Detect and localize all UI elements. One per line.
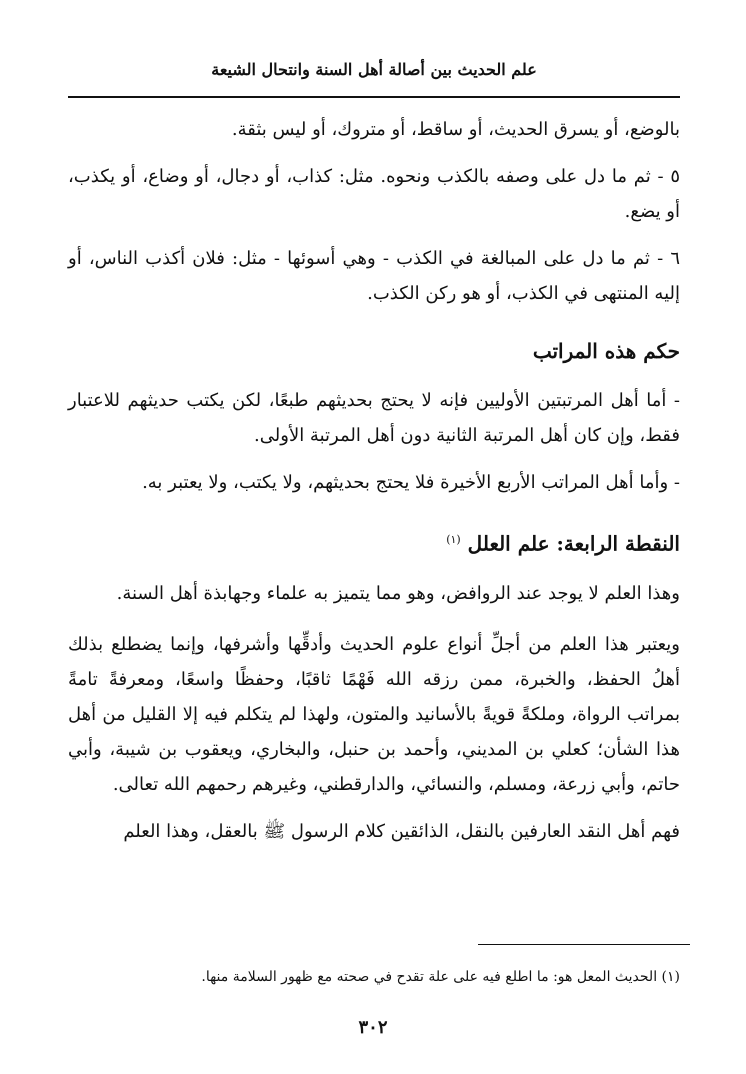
paragraph: ٦ - ثم ما دل على المبالغة في الكذب - وهي أسوئها - مثل: فلان أكذب الناس، أو إليه المنتهى في الكذب، أو هو ركن الكذب. xyxy=(68,248,680,304)
section-heading-ilal-text: النقطة الرابعة: علم العلل xyxy=(467,531,680,556)
section-heading-ranks: حكم هذه المراتب xyxy=(532,339,680,363)
paragraph: فهم أهل النقد العارفين بالنقل، الذائقين كلام الرسول ﷺ بالعقل، وهذا العلم xyxy=(123,820,680,842)
paragraph: ويعتبر هذا العلم من أجلِّ أنواع علوم الحديث وأدقِّها وأشرفها، وإنما يضطلع بذلك أهلُ الحفظ، والخبرة، ممن رزقه الله فَهْمًا ثاقبًا، وحفظًا واسعًا، ومعرفةً تامةً بمراتب الرواة، وملكةً قويةً بالأسانيد والمتون، ولهذا لم يتكلم فيه إلا القليل من أهل هذا الشأن؛ كعلي بن المديني، وأحمد بن حنبل، والبخاري، ويعقوب بن شيبة، وأبي حاتم، وأبي زرعة، ومسلم، والنسائي، والدارقطني، وغيرهم رحمهم الله تعالى. xyxy=(68,633,680,795)
header-rule xyxy=(68,96,680,98)
footnote-rule xyxy=(478,944,690,945)
ranks-item: - وأما أهل المراتب الأربع الأخيرة فلا يحتج بحديثهم، ولا يكتب، ولا يعتبر به. xyxy=(142,472,680,493)
footnote: (١) الحديث المعل هو: ما اطلع فيه على علة تقدح في صحته مع ظهور السلامة منها. xyxy=(201,969,680,985)
section-heading-ilal xyxy=(68,520,680,564)
paragraph: وهذا العلم لا يوجد عند الروافض، وهو مما يتميز به علماء وجهابذة أهل السنة. xyxy=(116,582,680,604)
body-text xyxy=(68,112,680,849)
page-number: ٣٠٢ xyxy=(358,1017,388,1038)
paragraph: بالوضع، أو يسرق الحديث، أو ساقط، أو متروك، أو ليس بثقة. xyxy=(231,119,680,140)
running-header: علم الحديث بين أصالة أهل السنة وانتحال الشيعة xyxy=(211,60,537,79)
ranks-item: - أما أهل المرتبتين الأوليين فإنه لا يحتج بحديثهم طبعًا، لكن يكتب حديثهم للاعتبار فقط، وإن كان أهل المرتبة الثانية دون أهل المرتبة الأولى. xyxy=(68,390,680,446)
footnote-marker[interactable]: (١) xyxy=(446,533,461,546)
paragraph: ٥ - ثم ما دل على وصفه بالكذب ونحوه. مثل: كذاب، أو دجال، أو وضاع، أو يكذب، أو يضع. xyxy=(68,166,680,222)
